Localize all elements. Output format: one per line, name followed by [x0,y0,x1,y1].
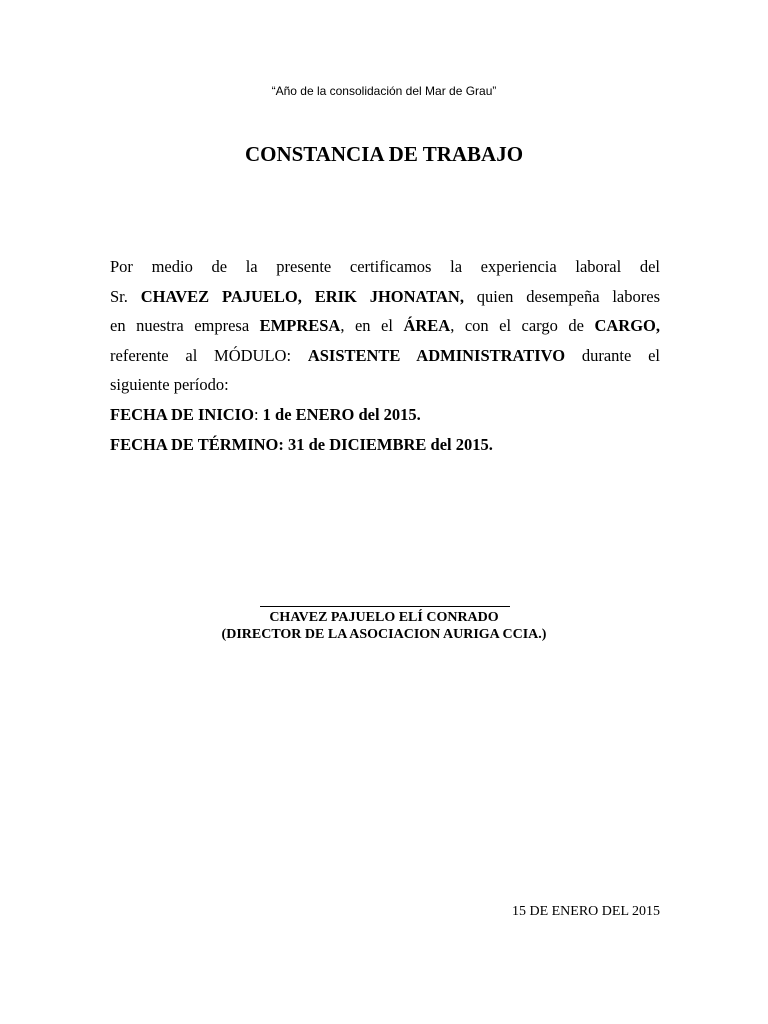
module-name: ASISTENTE ADMINISTRATIVO [307,345,566,365]
area-name: ÁREA [403,316,451,335]
body-text-segment: siguiente período: [110,375,229,394]
body-text-segment: , con el cargo de [450,316,595,335]
body-text-segment: en nuestra empresa [110,316,260,335]
body-line-4 [110,341,660,371]
document-title: CONSTANCIA DE TRABAJO [244,142,524,166]
signer-name: CHAVEZ PAJUELO ELÍ CONRADO [269,610,499,625]
start-date-separator: : [253,405,259,424]
body-line-3 [110,311,660,341]
start-date-line [110,400,670,430]
body-text-segment: referente al MÓDULO: [110,345,308,365]
body-line-5 [110,370,660,400]
signer-block [0,609,768,643]
body-text-segment: Sr. [110,286,141,306]
start-date-label: FECHA DE INICIO [110,405,254,424]
employment-dates [110,400,670,459]
company-name: EMPRESA [259,316,341,335]
body-line-1 [110,252,660,282]
end-date-line: FECHA DE TÉRMINO: 31 de DICIEMBRE del 2015. [110,434,493,454]
year-motto: “Año de la consolidación del Mar de Grau” [271,84,497,98]
body-line-2 [110,282,660,312]
body-text-segment: quien desempeña labores [463,286,660,306]
body-text-segment: durante el [565,345,660,365]
employee-name: CHAVEZ PAJUELO, ERIK JHONATAN, [140,286,464,306]
start-date-value: 1 de ENERO del 2015. [258,405,421,424]
issue-date: 15 DE ENERO DEL 2015 [511,904,660,919]
body-text-segment: Por medio de la presente certificamos la experiencia laboral del [110,257,660,276]
signature-line [260,606,510,607]
position-name: CARGO, [594,316,660,335]
body-text-segment: , en el [340,316,404,335]
signer-role: (DIRECTOR DE LA ASOCIACION AURIGA CCIA.) [221,627,547,642]
certificate-body [110,252,660,400]
